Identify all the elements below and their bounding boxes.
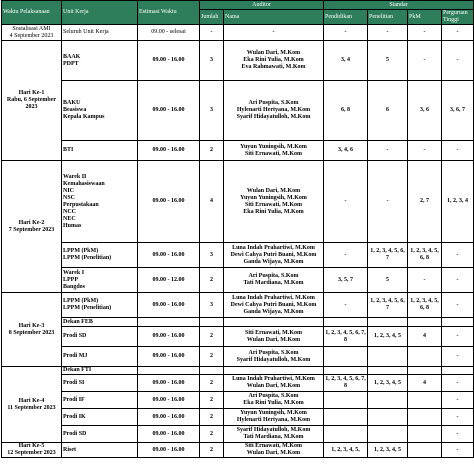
auditor-name: Eka Rini Yulia, M.Kom: [243, 208, 304, 215]
unit-kerja-cell: [62, 41, 138, 81]
estimasi-waktu-cell: 09.00 - 16.00: [138, 347, 200, 367]
jumlah-auditor-cell: 2: [200, 409, 224, 426]
header-nama: Nama: [224, 10, 324, 25]
day-title: Hari Ke-1: [18, 90, 45, 96]
standar-penelitian-cell: 5: [368, 41, 408, 81]
standar-pendidikan-cell: [324, 409, 368, 426]
standar-penelitian-cell: [368, 367, 408, 375]
nama-auditor-cell: [224, 268, 324, 293]
auditor-name: Siti Ernawati, M.Kom: [245, 443, 302, 449]
header-penelitian: Penelitian: [368, 10, 408, 25]
day-date: 8 September 2023: [8, 329, 55, 336]
estimasi-waktu-cell: 09.00 - 16.00: [138, 243, 200, 268]
unit-kerja-item: Prodi SD: [63, 333, 87, 339]
standar-penelitian-cell: 1, 2, 3, 4, 5: [368, 375, 408, 392]
standar-penelitian-cell: 1, 2, 3, 4, 5, 6, 7: [368, 293, 408, 318]
estimasi-waktu-cell: 09.00 - 16.00: [138, 375, 200, 392]
estimasi-waktu-cell: 09.00 - 12.00: [138, 268, 200, 293]
unit-kerja-item: Bangdos: [63, 283, 86, 290]
estimasi-waktu-cell: 09.00 - 16.00: [138, 327, 200, 347]
standar-perguruan-tinggi-cell: [442, 318, 474, 327]
standar-perguruan-tinggi-cell: -: [442, 347, 474, 367]
standar-pkm-cell: 1, 2, 3, 4, 5, 6, 8: [408, 293, 442, 318]
unit-kerja-item: Dekan FTI: [63, 367, 92, 373]
unit-kerja-item: Kepala Kampus: [63, 114, 105, 120]
nama-auditor-cell: [224, 327, 324, 347]
unit-kerja-cell: [62, 392, 138, 409]
standar-perguruan-tinggi-cell: -: [442, 41, 474, 81]
standar-perguruan-tinggi-cell: -: [442, 409, 474, 426]
unit-kerja-item: BAAK: [63, 53, 81, 60]
standar-pendidikan-cell: 3, 4: [324, 41, 368, 81]
auditor-name: Luna Indah Prahartiwi, M.Kom: [232, 244, 315, 251]
table-row: [2, 243, 474, 268]
header-auditor: Auditor: [200, 1, 324, 10]
standar-pkm-cell: [408, 443, 442, 458]
standar-pendidikan-cell: [324, 318, 368, 327]
unit-kerja-item: Kemahasiswaan: [63, 180, 105, 187]
estimasi-waktu-cell: 09.00 - 16.00: [138, 81, 200, 141]
jumlah-auditor-cell: 2: [200, 141, 224, 161]
standar-perguruan-tinggi-cell: 1, 2, 3, 4: [442, 161, 474, 243]
nama-auditor-cell: [224, 318, 324, 327]
auditor-name: Ari Puspita, S.Kom: [248, 100, 299, 106]
auditor-name: Siti Ernawati, M.Kom: [245, 150, 302, 157]
auditor-name: Syarif Hidayatulloh, M.Kom: [236, 356, 311, 363]
unit-kerja-cell: [62, 347, 138, 367]
auditor-name: Syarif Hidayatulloh, M.Kom: [236, 114, 311, 120]
standar-pendidikan-cell: -: [324, 161, 368, 243]
jumlah-auditor-cell: 2: [200, 392, 224, 409]
standar-pkm-cell: -: [408, 268, 442, 293]
jumlah-auditor-cell: 2: [200, 443, 224, 458]
estimasi-waktu-cell: 09.00 - selesai: [138, 25, 200, 41]
unit-kerja-item: LPPM (PkM): [63, 248, 99, 254]
day-date: 7 September 2023: [8, 226, 55, 233]
header-perguruan: Perguruan Tinggi: [442, 10, 474, 25]
standar-penelitian-cell: -: [368, 25, 408, 41]
standar-perguruan-tinggi-cell: -: [442, 293, 474, 318]
standar-pkm-cell: 2, 7: [408, 161, 442, 243]
auditor-name: Dewi Cahya Putri Buani, M.Kom: [230, 251, 317, 258]
estimasi-waktu-cell: [138, 318, 200, 327]
standar-penelitian-cell: [368, 409, 408, 426]
day-date: 11 September 2023: [7, 404, 56, 411]
estimasi-waktu-cell: [138, 367, 200, 375]
estimasi-waktu-cell: 09.00 - 16.00: [138, 161, 200, 243]
table-row: [2, 375, 474, 392]
auditor-name: Yuyun Yuningsih, M.Kom: [240, 143, 307, 150]
day-cell: [2, 161, 62, 293]
day-title: Hari Ke-2: [18, 219, 45, 226]
day-date: 12 September 2023: [7, 450, 56, 456]
table-row: [2, 347, 474, 367]
day-date: 4 September 2023: [9, 32, 54, 39]
unit-kerja-cell: [62, 318, 138, 327]
auditor-name: Yuyun Yuningsih, M.Kom: [240, 194, 307, 201]
unit-kerja-item: NEC: [63, 215, 76, 222]
unit-kerja-item: Prodi IF: [63, 396, 85, 403]
day-cell: [2, 25, 62, 41]
header-waktu: Waktu Pelaksanaan: [2, 1, 62, 25]
unit-kerja-item: LPPM (Penelitian): [63, 305, 112, 311]
standar-perguruan-tinggi-cell: -: [442, 141, 474, 161]
header-jumlah: Jumlah: [200, 10, 224, 25]
nama-auditor-cell: [224, 141, 324, 161]
auditor-name: Yuyun Yuningsih, M.Kom: [240, 410, 307, 416]
header-standar: Standar: [324, 1, 474, 10]
nama-auditor-cell: [224, 375, 324, 392]
nama-auditor-cell: [224, 293, 324, 318]
audit-schedule-table: [1, 0, 474, 458]
standar-perguruan-tinggi-cell: -: [442, 426, 474, 443]
header-pendidikan: Pendidikan: [324, 10, 368, 25]
unit-kerja-item: BAKU: [63, 100, 81, 106]
jumlah-auditor-cell: -: [200, 25, 224, 41]
unit-kerja-item: Prodi SD: [63, 430, 87, 437]
standar-pendidikan-cell: 3, 4, 6: [324, 141, 368, 161]
table-row: [2, 25, 474, 41]
nama-auditor-cell: [224, 161, 324, 243]
standar-penelitian-cell: 1, 2, 3, 4, 5, 6, 7: [368, 243, 408, 268]
standar-pkm-cell: 4: [408, 327, 442, 347]
table-row: [2, 367, 474, 375]
standar-pendidikan-cell: 6, 8: [324, 81, 368, 141]
nama-auditor-cell: [224, 347, 324, 367]
unit-kerja-item: Dekan FEB: [63, 318, 93, 325]
auditor-name: Eka Rini Yulia, M.Kom: [243, 57, 304, 63]
standar-pkm-cell: [408, 318, 442, 327]
day-cell: [2, 443, 62, 458]
table-row: [2, 443, 474, 458]
unit-kerja-item: Humas: [63, 222, 82, 229]
standar-penelitian-cell: [368, 426, 408, 443]
table-row: [2, 426, 474, 443]
table-row: [2, 318, 474, 327]
unit-kerja-cell: [62, 409, 138, 426]
nama-auditor-cell: [224, 426, 324, 443]
standar-penelitian-cell: 6: [368, 81, 408, 141]
unit-kerja-item: Warek II: [63, 173, 87, 180]
standar-pendidikan-cell: 1, 2, 3, 4, 5, 6, 7, 8: [324, 375, 368, 392]
estimasi-waktu-cell: 09.00 - 16.00: [138, 392, 200, 409]
day-cell: [2, 41, 62, 161]
unit-kerja-item: Perpustakaan: [63, 201, 99, 208]
auditor-name: Ari Puspita, S.Kom: [248, 273, 299, 279]
unit-kerja-cell: [62, 367, 138, 375]
day-cell: [2, 367, 62, 443]
auditor-name: Tati Mardiana, M.Kom: [243, 434, 304, 440]
unit-kerja-cell: [62, 375, 138, 392]
auditor-name: Wulan Dari, M.Kom: [246, 383, 301, 389]
table-row: [2, 81, 474, 141]
unit-kerja-cell: [62, 25, 138, 41]
unit-kerja-item: NSC: [63, 194, 76, 201]
standar-perguruan-tinggi-cell: -: [442, 327, 474, 347]
standar-penelitian-cell: 5: [368, 268, 408, 293]
standar-perguruan-tinggi-cell: -: [442, 268, 474, 293]
unit-kerja-cell: [62, 443, 138, 458]
table-row: [2, 293, 474, 318]
auditor-name: Wulan Dari, M.Kom: [246, 187, 301, 194]
unit-kerja-cell: [62, 161, 138, 243]
unit-kerja-item: LPPM (Penelitian): [63, 255, 112, 261]
standar-perguruan-tinggi-cell: -: [442, 375, 474, 392]
auditor-name: Ari Puspita, S.Kom: [248, 349, 299, 356]
jumlah-auditor-cell: 3: [200, 243, 224, 268]
standar-pendidikan-cell: -: [324, 243, 368, 268]
table-row: [2, 409, 474, 426]
estimasi-waktu-cell: 09.00 - 16.00: [138, 141, 200, 161]
unit-kerja-item: BTI: [63, 147, 74, 153]
header-pkm: PkM: [408, 10, 442, 25]
unit-kerja-cell: [62, 243, 138, 268]
standar-pkm-cell: -: [408, 25, 442, 41]
estimasi-waktu-cell: 09.00 - 16.00: [138, 426, 200, 443]
standar-pkm-cell: -: [408, 141, 442, 161]
unit-kerja-item: LPPM (PkM): [63, 298, 99, 304]
header-estimasi: Estimasi Waktu: [138, 1, 200, 25]
day-date: Rabu, 6 September 2023: [6, 97, 57, 110]
table-row: [2, 327, 474, 347]
unit-kerja-item: PDPT: [63, 60, 79, 67]
estimasi-waktu-cell: 09.00 - 16.00: [138, 293, 200, 318]
day-title: Hari Ke-3: [18, 322, 45, 329]
standar-pendidikan-cell: -: [324, 25, 368, 41]
auditor-name: Ganda Wijaya, M.Kom: [243, 308, 304, 315]
standar-penelitian-cell: 1, 2, 3, 4, 5: [368, 327, 408, 347]
unit-kerja-item: Prodi MJ: [63, 353, 88, 359]
table-row: [2, 161, 474, 243]
nama-auditor-cell: [224, 443, 324, 458]
auditor-name: Siti Ernawati, M.Kom: [245, 329, 302, 336]
unit-kerja-item: LPPP: [63, 276, 78, 283]
auditor-name: Hylenarti Hertyana, M.Kom: [236, 107, 311, 113]
standar-perguruan-tinggi-cell: -: [442, 443, 474, 458]
standar-pendidikan-cell: 1, 2, 3, 4, 5, 6, 7, 8: [324, 327, 368, 347]
unit-kerja-item: NIC: [63, 187, 75, 194]
auditor-name: Dewi Cahya Putri Buani, M.Kom: [230, 301, 317, 308]
table-row: [2, 41, 474, 81]
nama-auditor-cell: [224, 243, 324, 268]
jumlah-auditor-cell: 3: [200, 81, 224, 141]
header-unit: Unit Kerja: [62, 1, 138, 25]
jumlah-auditor-cell: 4: [200, 161, 224, 243]
standar-perguruan-tinggi-cell: [442, 367, 474, 375]
standar-perguruan-tinggi-cell: 3, 6, 7: [442, 81, 474, 141]
standar-pkm-cell: [408, 409, 442, 426]
table-row: [2, 141, 474, 161]
auditor-name: Ganda Wijaya, M.Kom: [243, 258, 304, 265]
jumlah-auditor-cell: 2: [200, 375, 224, 392]
unit-kerja-cell: [62, 268, 138, 293]
standar-penelitian-cell: [368, 347, 408, 367]
day-title: Hari Ke-4: [18, 397, 45, 404]
auditor-name: Luna Indah Prahartiwi, M.Kom: [232, 294, 315, 301]
unit-kerja-item: Beasiswa: [63, 107, 87, 113]
standar-pkm-cell: [408, 367, 442, 375]
table-row: [2, 268, 474, 293]
standar-pendidikan-cell: [324, 367, 368, 375]
nama-auditor-cell: [224, 81, 324, 141]
nama-auditor-cell: [224, 25, 324, 41]
standar-pendidikan-cell: 3, 5, 7: [324, 268, 368, 293]
auditor-name: Ari Puspita, S.Kom: [248, 393, 299, 399]
standar-perguruan-tinggi-cell: -: [442, 243, 474, 268]
jumlah-auditor-cell: 2: [200, 426, 224, 443]
standar-pkm-cell: [408, 426, 442, 443]
estimasi-waktu-cell: 09.00 - 16.00: [138, 409, 200, 426]
standar-pkm-cell: 3, 6: [408, 81, 442, 141]
day-cell: [2, 293, 62, 367]
standar-pkm-cell: [408, 392, 442, 409]
standar-penelitian-cell: [368, 392, 408, 409]
standar-penelitian-cell: -: [368, 161, 408, 243]
standar-pkm-cell: -: [408, 41, 442, 81]
auditor-name: Wulan Dari, M.Kom: [246, 336, 301, 343]
standar-penelitian-cell: [368, 318, 408, 327]
unit-kerja-item: Prodi SI: [63, 379, 85, 386]
standar-pendidikan-cell: 1, 2, 3, 4, 5,: [324, 443, 368, 458]
standar-pendidikan-cell: [324, 347, 368, 367]
nama-auditor-cell: [224, 392, 324, 409]
standar-perguruan-tinggi-cell: -: [442, 25, 474, 41]
nama-auditor-cell: [224, 367, 324, 375]
auditor-name: Eka Rini Yulia, M.Kom: [243, 400, 304, 406]
estimasi-waktu-cell: 09.00 - 16.00: [138, 443, 200, 458]
nama-auditor-cell: [224, 409, 324, 426]
jumlah-auditor-cell: 3: [200, 293, 224, 318]
estimasi-waktu-cell: 09.00 - 16.00: [138, 41, 200, 81]
jumlah-auditor-cell: 2: [200, 327, 224, 347]
auditor-name: Tati Mardiana, M.Kom: [243, 280, 304, 286]
day-title: Sosialisasi AMI: [12, 25, 51, 32]
table-row: [2, 392, 474, 409]
unit-kerja-item: Warek I: [63, 269, 85, 276]
auditor-name: Wulan Dari, M.Kom: [246, 50, 301, 56]
standar-penelitian-cell: 1, 2, 3, 4, 5: [368, 443, 408, 458]
jumlah-auditor-cell: 2: [200, 268, 224, 293]
auditor-name: Syarif Hidayatulloh, M.Kom: [236, 427, 311, 433]
jumlah-auditor-cell: [200, 367, 224, 375]
standar-pkm-cell: 1, 2, 3, 4, 5, 6, 8: [408, 243, 442, 268]
auditor-name: Eva Rahmawati, M.Kom: [241, 64, 306, 70]
jumlah-auditor-cell: 2: [200, 347, 224, 367]
unit-kerja-item: Riset: [63, 446, 76, 453]
auditor-name: Luna Indah Prahartiwi, M.Kom: [232, 376, 315, 382]
nama-auditor-cell: [224, 41, 324, 81]
unit-kerja-cell: [62, 327, 138, 347]
standar-pendidikan-cell: -: [324, 293, 368, 318]
unit-kerja-cell: [62, 81, 138, 141]
day-title: Hari Ke-5: [18, 443, 45, 449]
auditor-name: -: [272, 29, 275, 35]
standar-pkm-cell: [408, 347, 442, 367]
unit-kerja-cell: [62, 293, 138, 318]
unit-kerja-cell: [62, 141, 138, 161]
standar-pkm-cell: 4: [408, 375, 442, 392]
auditor-name: Siti Ernawati, M.Kom: [245, 201, 302, 208]
standar-penelitian-cell: -: [368, 141, 408, 161]
unit-kerja-cell: [62, 426, 138, 443]
jumlah-auditor-cell: 3: [200, 41, 224, 81]
standar-pendidikan-cell: [324, 426, 368, 443]
standar-pendidikan-cell: [324, 392, 368, 409]
jumlah-auditor-cell: [200, 318, 224, 327]
auditor-name: Wulan Dari, M.Kom: [246, 450, 301, 456]
unit-kerja-item: Seluruh Unit Kerja: [63, 29, 109, 35]
unit-kerja-item: NCC: [63, 208, 76, 215]
unit-kerja-item: Prodi IK: [63, 413, 86, 420]
standar-perguruan-tinggi-cell: -: [442, 392, 474, 409]
auditor-name: Hylenarti Hertyana, M.Kom: [236, 417, 311, 423]
